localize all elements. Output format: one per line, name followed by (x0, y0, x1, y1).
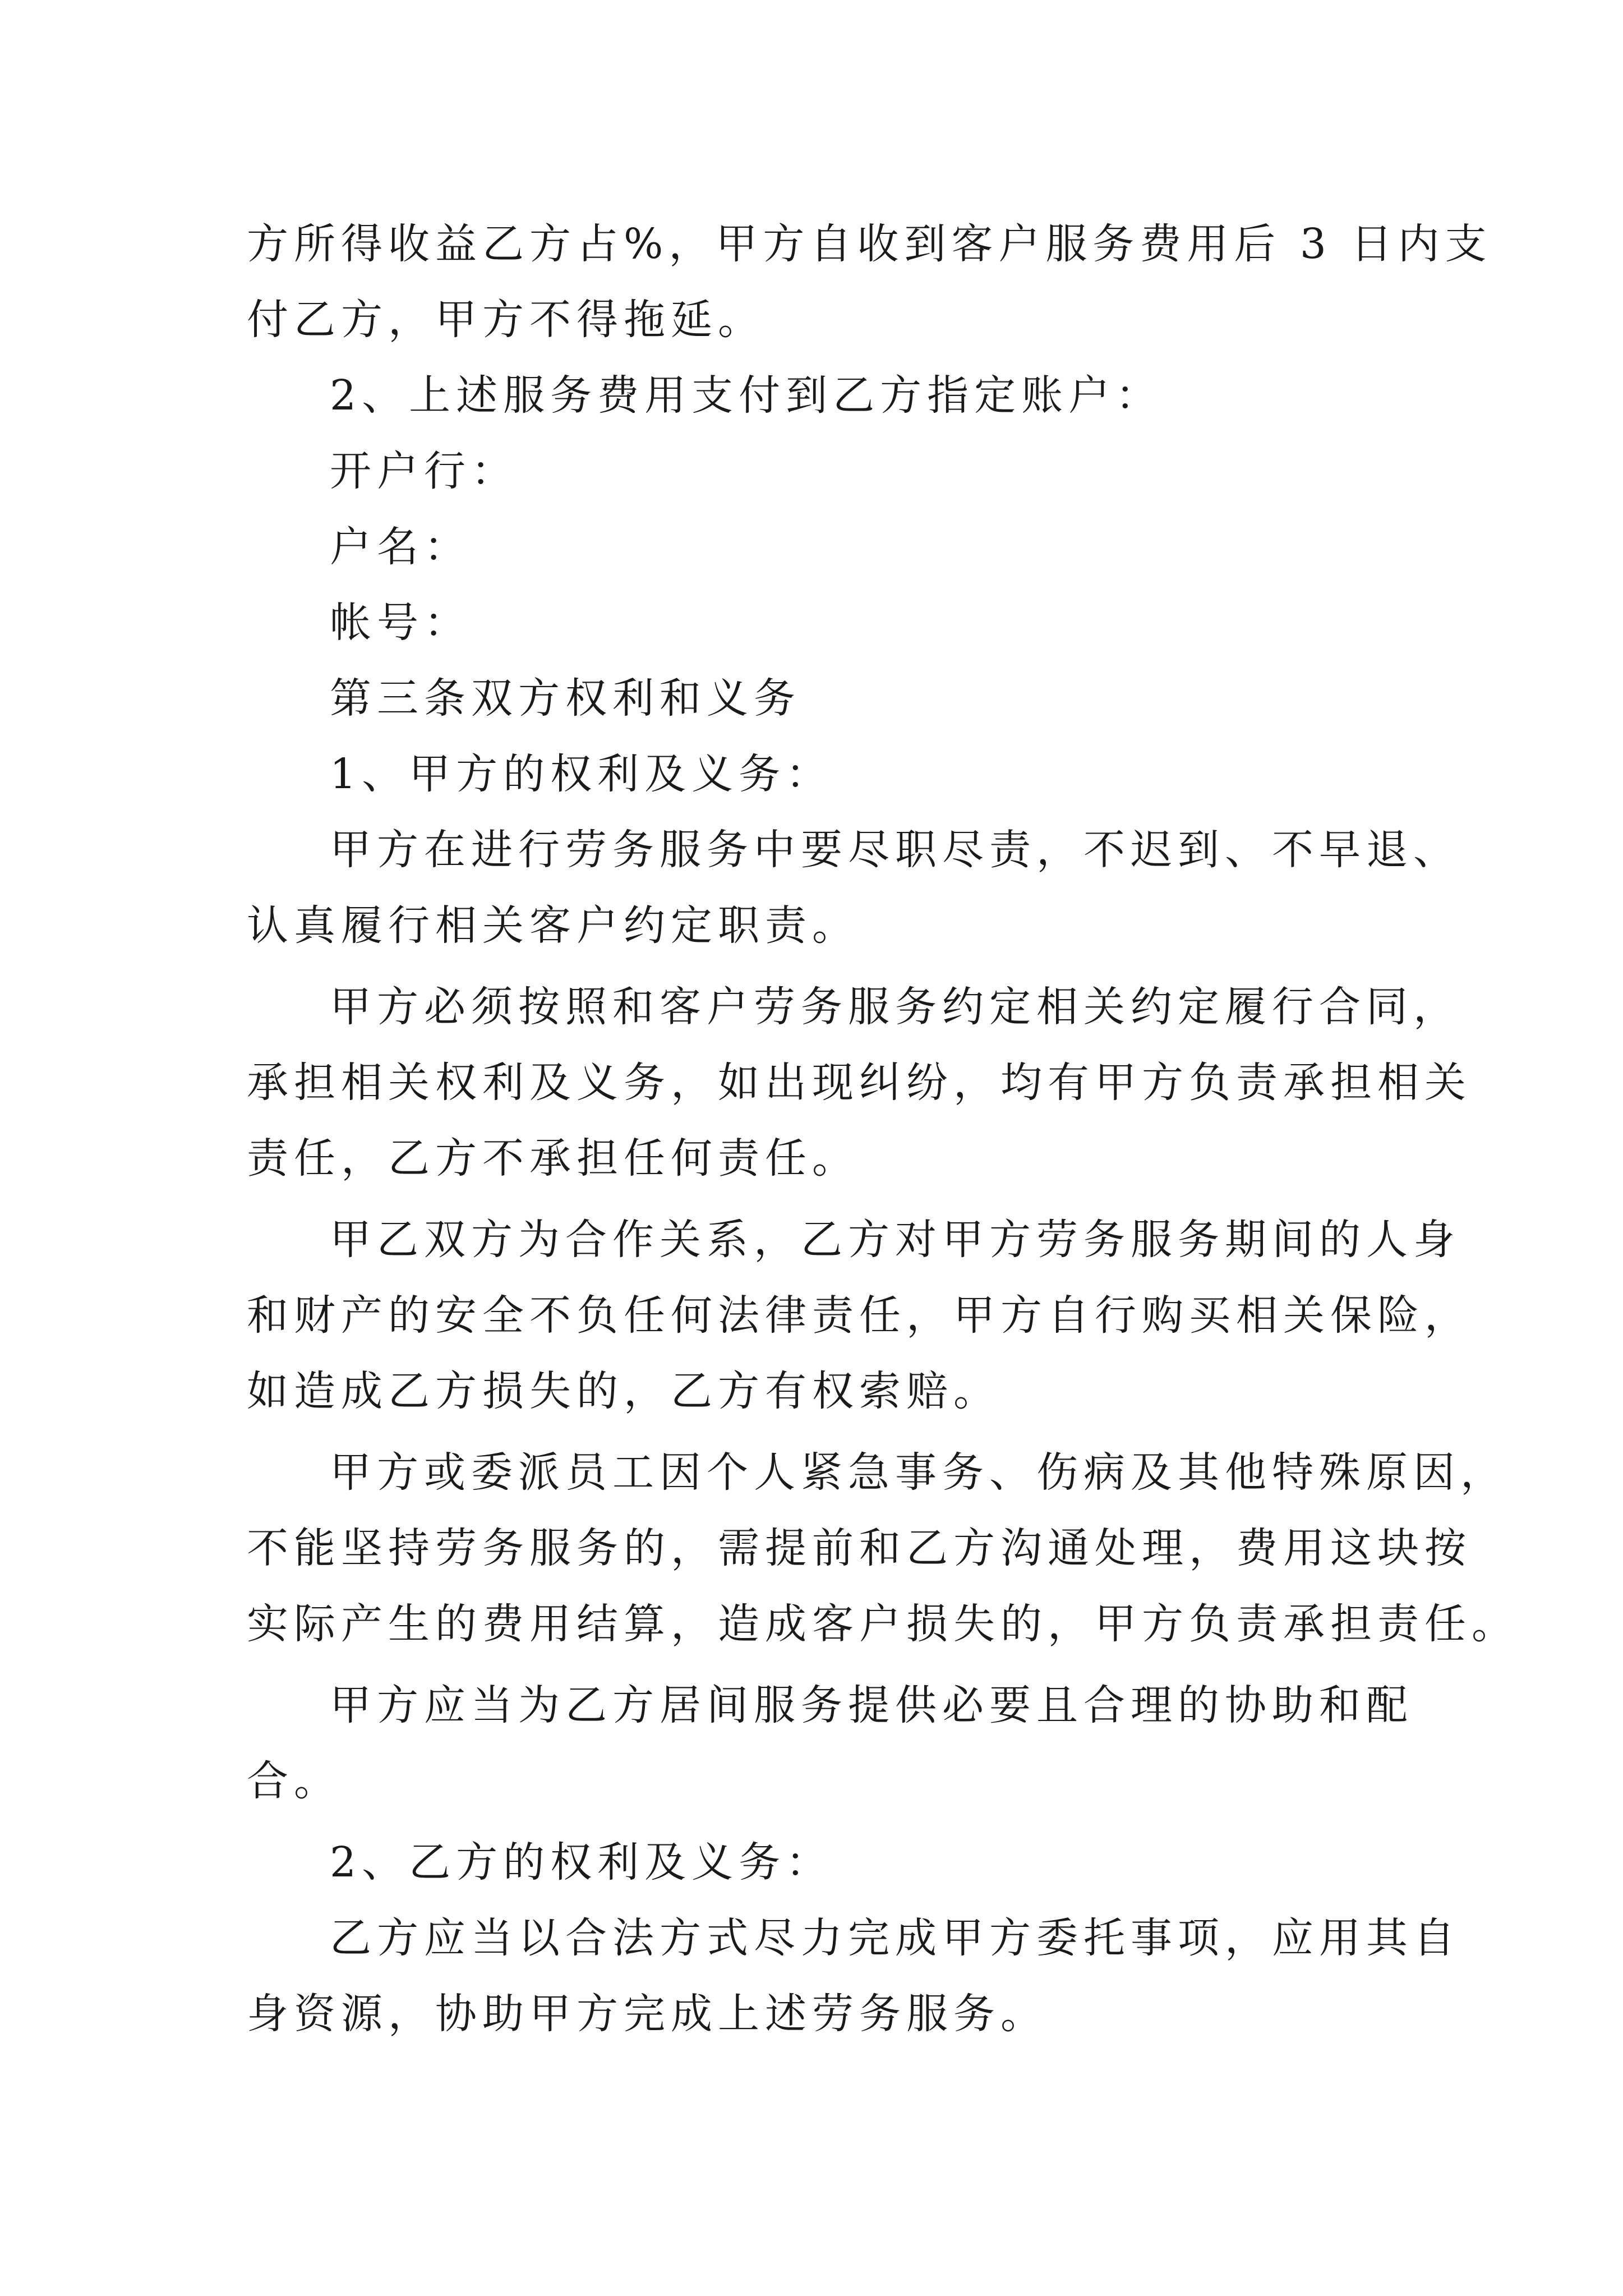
paragraph-line: 方所得收益乙方占%，甲方自收到客户服务费用后 3 日内支 (247, 220, 1492, 268)
paragraph-line: 承担相关权利及义务，如出现纠纷，均有甲方负责承担相关 (247, 1059, 1472, 1107)
paragraph-line: 责任，乙方不承担任何责任。 (247, 1134, 859, 1182)
paragraph-line: 身资源，协助甲方完成上述劳务服务。 (247, 1990, 1048, 2038)
paragraph-line: 甲乙双方为合作关系，乙方对甲方劳务服务期间的人身 (330, 1216, 1460, 1264)
paragraph-line: 认真履行相关客户约定职责。 (247, 901, 859, 950)
paragraph-line: 实际产生的费用结算，造成客户损失的，甲方负责承担责任。 (247, 1600, 1519, 1648)
paragraph-line: 不能坚持劳务服务的，需提前和乙方沟通处理，费用这块按 (247, 1524, 1472, 1572)
paragraph-line: 和财产的安全不负任何法律责任，甲方自行购买相关保险， (247, 1291, 1472, 1340)
account-name-label: 户名： (330, 523, 471, 571)
paragraph-line: 甲方应当为乙方居间服务提供必要且合理的协助和配 (330, 1681, 1413, 1729)
paragraph-line: 2、上述服务费用支付到乙方指定账户： (330, 371, 1163, 420)
paragraph-line: 付乙方，甲方不得拖延。 (247, 296, 765, 344)
subsection-heading: 1、甲方的权利及义务： (330, 750, 833, 798)
paragraph-line: 如造成乙方损失的，乙方有权索赔。 (247, 1367, 1000, 1415)
bank-name-label: 开户行： (330, 447, 518, 495)
section-heading: 第三条双方权利和义务 (330, 674, 801, 723)
account-number-label: 帐号： (330, 599, 471, 647)
paragraph-line: 甲方或委派员工因个人紧急事务、伤病及其他特殊原因， (330, 1448, 1507, 1497)
paragraph-line: 合。 (247, 1757, 341, 1805)
paragraph-line: 乙方应当以合法方式尽力完成甲方委托事项，应用其自 (330, 1914, 1460, 1962)
paragraph-line: 甲方必须按照和客户劳务服务约定相关约定履行合同， (330, 983, 1460, 1031)
subsection-heading: 2、乙方的权利及义务： (330, 1838, 833, 1887)
paragraph-line: 甲方在进行劳务服务中要尽职尽责，不迟到、不早退、 (330, 826, 1460, 874)
